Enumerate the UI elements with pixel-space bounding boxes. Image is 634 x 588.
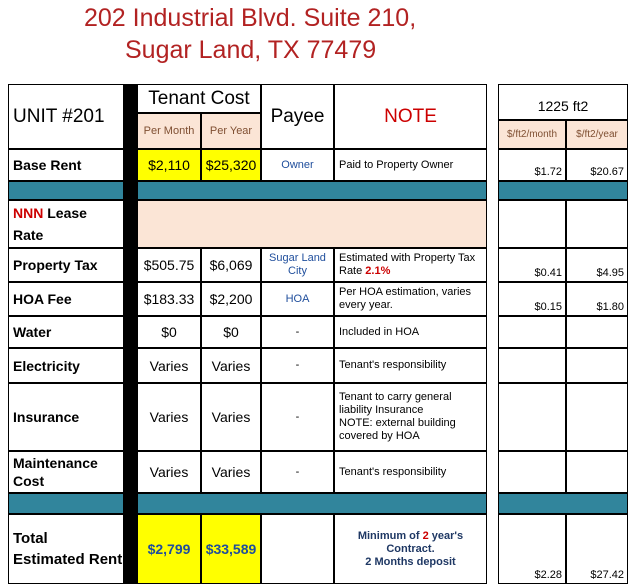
total-payee [261,514,334,584]
unit-header: UNIT #201 [8,84,124,149]
electricity-payee: - [261,348,334,383]
base-rent-label: Base Rent [8,149,124,181]
total-year: $33,589 [201,514,261,584]
property-tax-payee: Sugar Land City [261,248,334,282]
note-header: NOTE [334,84,487,149]
property-tax-ft2-month: $0.41 [498,248,566,282]
total-note-years-number: 2 [422,529,429,542]
teal-divider [137,493,487,514]
electricity-year: Varies [201,348,261,383]
per-month-header: Per Month [137,113,201,149]
base-rent-ft2-month: $1.72 [498,149,566,181]
area-header: 1225 ft2 [498,84,628,120]
maintenance-month: Varies [137,451,201,493]
property-tax-rate: 2.1% [365,265,391,277]
total-note-years: year's [428,529,464,542]
insurance-note-line4: covered by HOA [339,430,420,442]
insurance-label: Insurance [8,383,124,451]
maintenance-label-line2: Cost [13,473,45,489]
base-rent-month: $2,110 [137,149,201,181]
ft2-empty-cell [498,200,566,248]
insurance-note-line2: liability Insurance [339,404,424,416]
hoa-payee: HOA [261,282,334,316]
per-year-header: Per Year [201,113,261,149]
ft2-empty-cell [566,200,628,248]
black-separator [124,84,137,584]
water-note: Included in HOA [334,316,487,348]
property-tax-label: Property Tax [8,248,124,282]
teal-divider [8,181,124,200]
ft2-month-header: $/ft2/month [498,120,566,149]
ft2-empty-cell [566,451,628,493]
payee-header: Payee [261,84,334,149]
insurance-payee: - [261,383,334,451]
maintenance-year: Varies [201,451,261,493]
base-rent-note: Paid to Property Owner [334,149,487,181]
ft2-empty-cell [498,316,566,348]
water-payee: - [261,316,334,348]
ft2-empty-cell [498,348,566,383]
teal-divider [498,493,628,514]
maintenance-label [8,451,124,493]
total-label [8,514,124,584]
total-label-line2: Estimated Rent [13,551,123,568]
insurance-year: Varies [201,383,261,451]
nnn-label-rest: Lease [43,205,87,221]
ft2-empty-cell [566,316,628,348]
teal-divider [498,181,628,200]
total-ft2-month: $2.28 [498,514,566,584]
hoa-label: HOA Fee [8,282,124,316]
ft2-empty-cell [498,451,566,493]
hoa-month: $183.33 [137,282,201,316]
tenant-cost-header: Tenant Cost [137,84,261,113]
total-ft2-year: $27.42 [566,514,628,584]
insurance-note-line3: NOTE: external building [339,417,456,429]
hoa-note: Per HOA estimation, varies every year. [334,282,487,316]
maintenance-note: Tenant's responsibility [334,451,487,493]
base-rent-year: $25,320 [201,149,261,181]
ft2-empty-cell [566,383,628,451]
total-note-deposit: 2 Months deposit [365,555,456,568]
water-label: Water [8,316,124,348]
insurance-note [334,383,487,451]
ft2-empty-cell [498,383,566,451]
total-note [334,514,487,584]
base-rent-payee: Owner [261,149,334,181]
electricity-note: Tenant's responsibility [334,348,487,383]
nnn-label [8,200,124,248]
property-tax-note-text: Estimated with Property Tax Rate [339,252,476,277]
electricity-label: Electricity [8,348,124,383]
total-note-min: Minimum of [357,529,423,542]
maintenance-payee: - [261,451,334,493]
water-year: $0 [201,316,261,348]
maintenance-label-line1: Maintenance [13,455,98,471]
nnn-abbrev: NNN [13,205,44,221]
teal-divider [137,181,487,200]
property-tax-year: $6,069 [201,248,261,282]
ft2-year-header: $/ft2/year [566,120,628,149]
total-month: $2,799 [137,514,201,584]
total-note-contract: Contract. [386,542,435,555]
ft2-empty-cell [566,348,628,383]
address-line-1: 202 Industrial Blvd. Suite 210, [84,4,417,32]
teal-divider [8,493,124,514]
water-month: $0 [137,316,201,348]
hoa-year: $2,200 [201,282,261,316]
base-rent-ft2-year: $20.67 [566,149,628,181]
hoa-ft2-month: $0.15 [498,282,566,316]
nnn-band [137,200,487,248]
property-tax-month: $505.75 [137,248,201,282]
property-tax-ft2-year: $4.95 [566,248,628,282]
hoa-ft2-year: $1.80 [566,282,628,316]
insurance-month: Varies [137,383,201,451]
total-label-line1: Total [13,530,48,547]
nnn-label-line2: Rate [13,227,44,243]
address-line-2: Sugar Land, TX 77479 [125,36,377,64]
electricity-month: Varies [137,348,201,383]
property-tax-note [334,248,487,282]
insurance-note-line1: Tenant to carry general [339,391,452,403]
